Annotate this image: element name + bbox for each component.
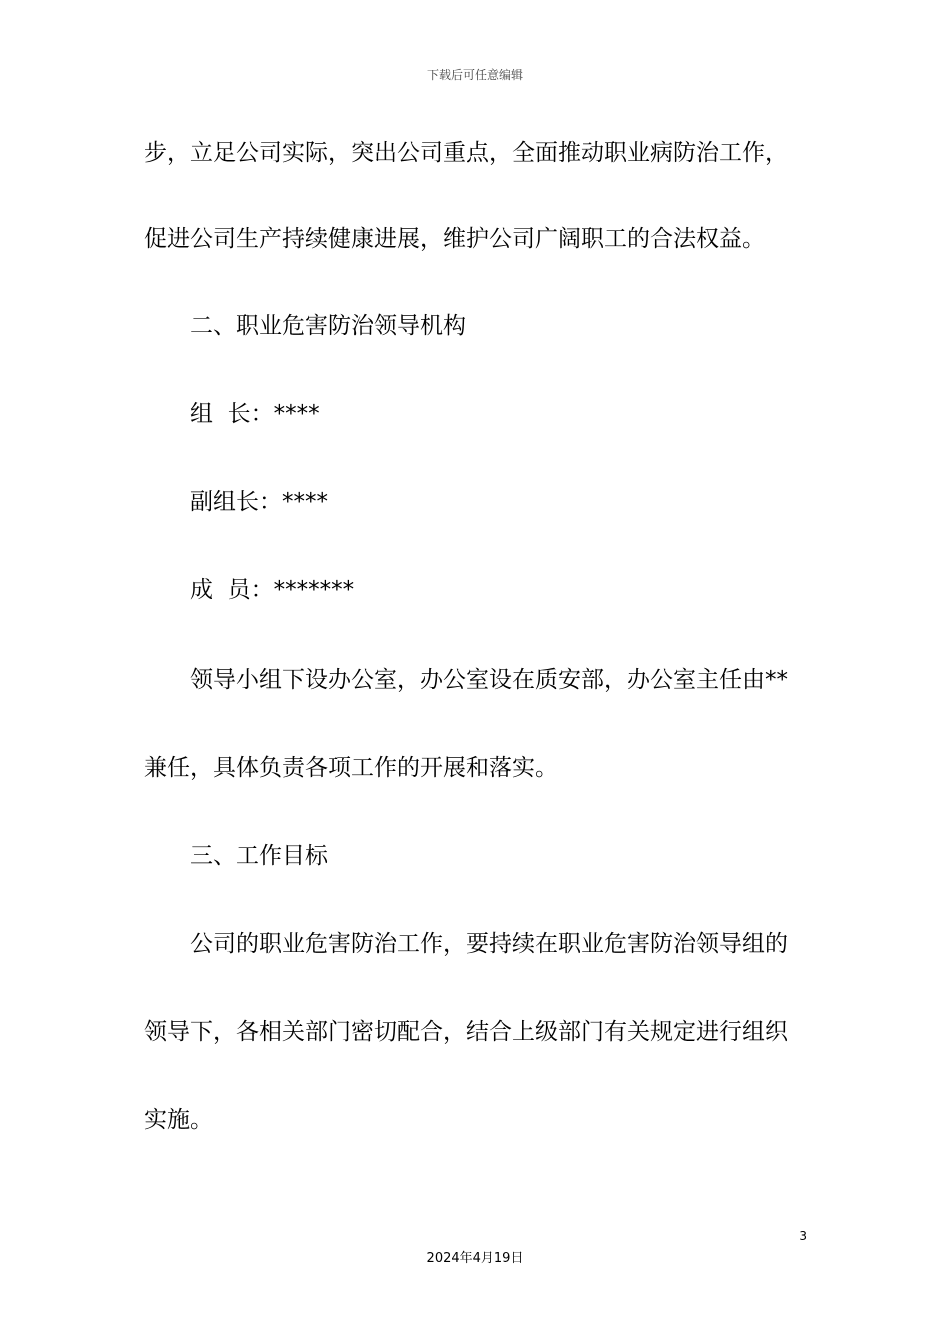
footer-date: 2024年4月19日 <box>426 1251 524 1266</box>
members-line: 成 员：******* <box>190 577 355 603</box>
leader-line: 组 长：**** <box>190 401 320 427</box>
paragraph-line: 领导小组下设办公室，办公室设在质安部，办公室主任由** <box>190 667 788 693</box>
paragraph-line: 兼任，具体负责各项工作的开展和落实。 <box>144 755 558 781</box>
paragraph-line: 公司的职业危害防治工作，要持续在职业危害防治领导组的 <box>190 931 788 957</box>
paragraph-line: 促进公司生产持续健康进展，维护公司广阔职工的合法权益。 <box>144 226 765 252</box>
section-heading-goals: 三、工作目标 <box>190 843 328 869</box>
page-number: 3 <box>799 1229 807 1243</box>
deputy-leader-line: 副组长：**** <box>190 489 328 515</box>
paragraph-line: 步，立足公司实际，突出公司重点，全面推动职业病防治工作， <box>144 140 788 166</box>
paragraph-line: 实施。 <box>144 1107 213 1133</box>
paragraph-line: 领导下，各相关部门密切配合，结合上级部门有关规定进行组织 <box>144 1019 788 1045</box>
section-heading-leadership: 二、职业危害防治领导机构 <box>190 313 466 339</box>
header-note: 下载后可任意编辑 <box>426 68 523 82</box>
